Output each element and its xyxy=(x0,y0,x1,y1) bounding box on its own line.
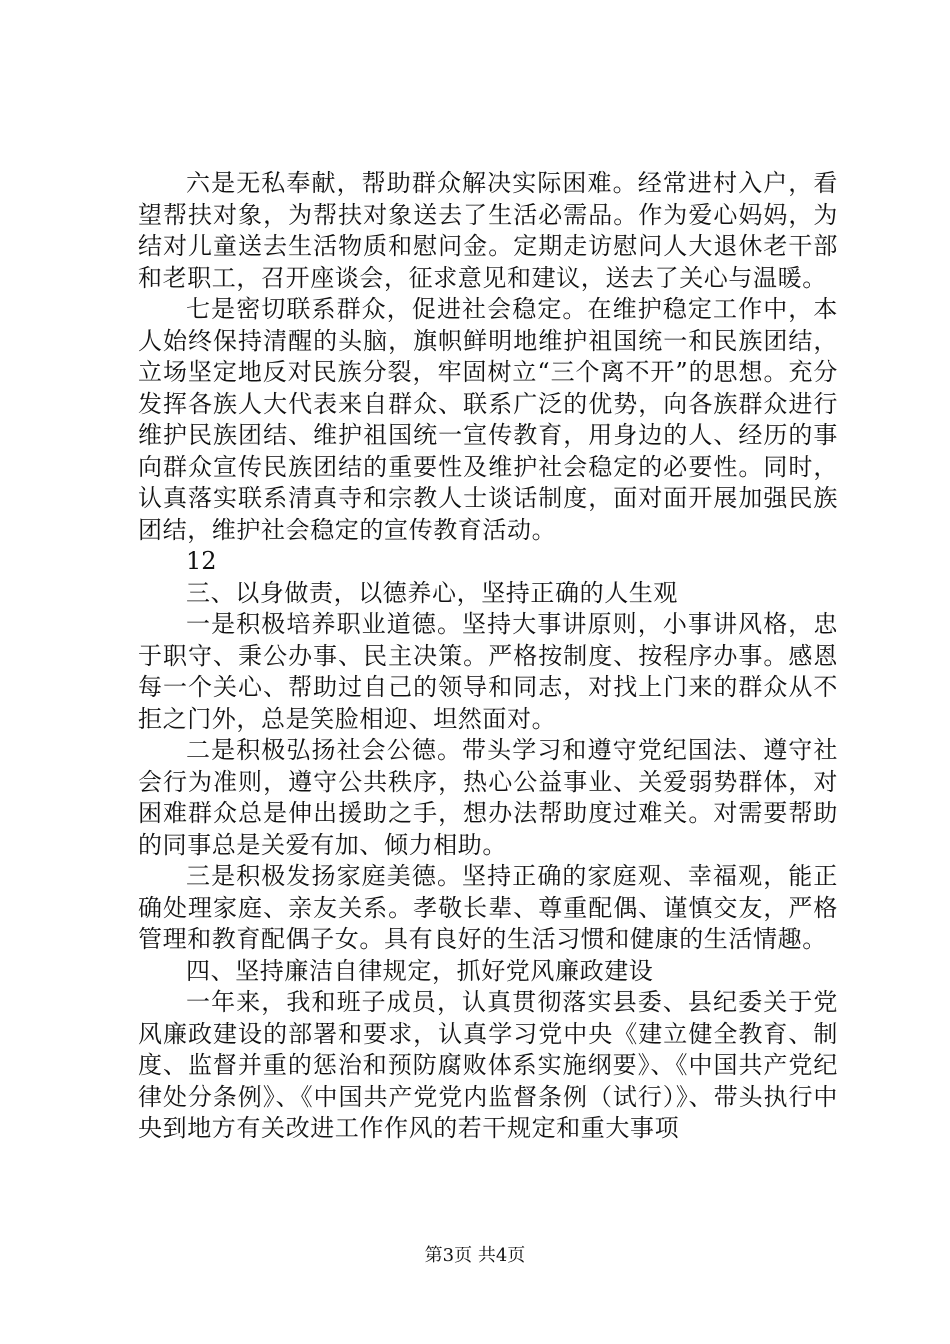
section-heading-four: 四、坚持廉洁自律规定，抓好党风廉政建设 xyxy=(186,956,654,985)
paragraph-dedication: 六是无私奉献，帮助群众解决实际困难。经常进村入户，看望帮扶对象，为帮扶对象送去了生活必需品。作为爱心妈妈，为结对儿童送去生活物质和慰问金。定期走访慰问人大退休老干部和老职工，召开座谈会，征求意见和建议，送去了关心与温暖。 xyxy=(138,169,838,292)
inline-number: 12 xyxy=(186,547,217,575)
section-heading-three: 三、以身做责，以德养心，坚持正确的人生观 xyxy=(186,578,678,607)
paragraph-contact-masses: 七是密切联系群众，促进社会稳定。在维护稳定工作中，本人始终保持清醒的头脑，旗帜鲜明地维护祖国统一和民族团结，立场坚定地反对民族分裂，牢固树立“三个离不开”的思想。充分发挥各族人大代表来自群众、联系广泛的优势，向各族群众进行维护民族团结、维护祖国统一宣传教育，用身边的人、经历的事向群众宣传民族团结的重要性及维护社会稳定的必要性。同时，认真落实联系清真寺和宗教人士谈话制度，面对面开展加强民族团结，维护社会稳定的宣传教育活动。 xyxy=(138,295,838,544)
page-footer: 第3页 共4页 xyxy=(424,1245,526,1266)
document-body xyxy=(138,168,838,1145)
paragraph-family-virtue: 三是积极发扬家庭美德。坚持正确的家庭观、幸福观，能正确处理家庭、亲友关系。孝敬长辈、尊重配偶、谨慎交友，严格管理和教育配偶子女。具有良好的生活习惯和健康的生活情趣。 xyxy=(138,862,838,953)
paragraph-social-morality: 二是积极弘扬社会公德。带头学习和遵守党纪国法、遵守社会行为准则，遵守公共秩序，热心公益事业、关爱弱势群体，对困难群众总是伸出援助之手，想办法帮助度过难关。对需要帮助的同事总是关爱有加、倾力相助。 xyxy=(138,736,838,859)
paragraph-professional-ethics: 一是积极培养职业道德。坚持大事讲原则，小事讲风格，忠于职守、秉公办事、民主决策。严格按制度、按程序办事。感恩每一个关心、帮助过自己的领导和同志，对找上门来的群众从不拒之门外，总是笑脸相迎、坦然面对。 xyxy=(138,610,838,733)
paragraph-integrity: 一年来，我和班子成员，认真贯彻落实县委、县纪委关于党风廉政建设的部署和要求，认真学习党中央《建立健全教育、制度、监督并重的惩治和预防腐败体系实施纲要》、《中国共产党纪律处分条例》、《中国共产党党内监督条例（试行）》、带头执行中央到地方有关改进工作作风的若干规定和重大事项 xyxy=(138,988,838,1142)
